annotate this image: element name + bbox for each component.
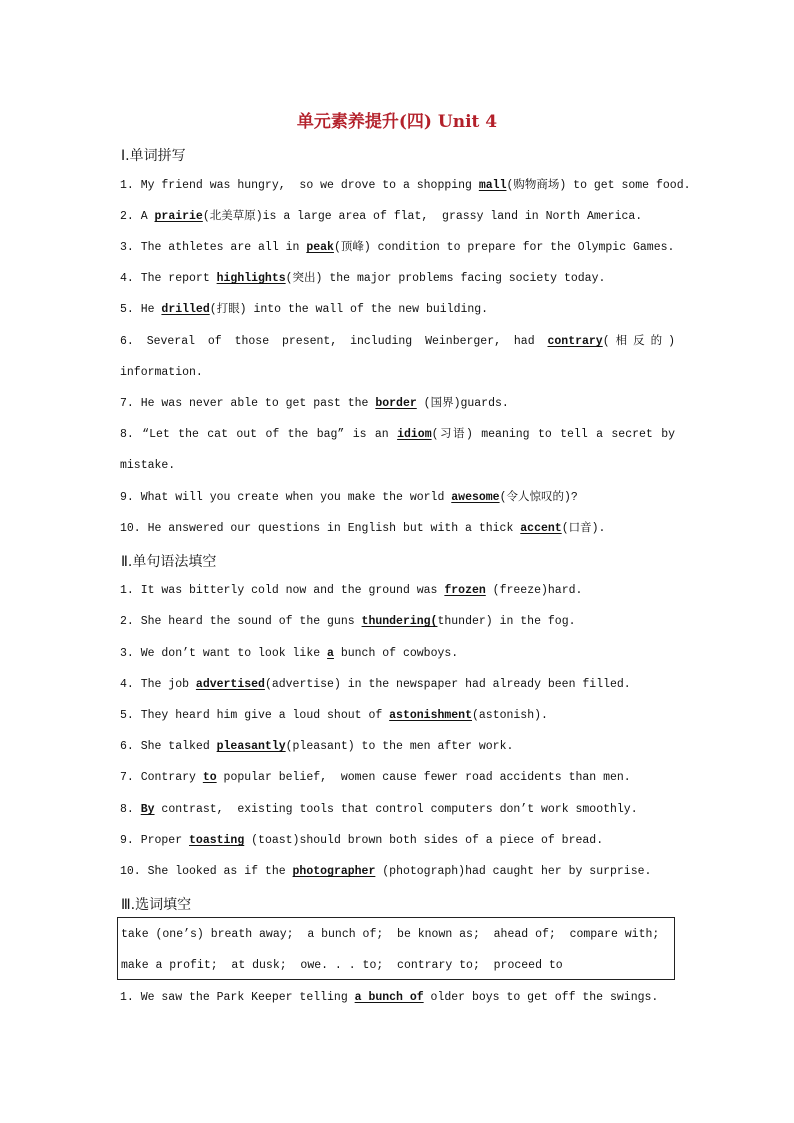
answer-text: a <box>327 647 334 660</box>
answer-text: toasting <box>189 834 245 847</box>
answer-text: thundering( <box>361 615 438 628</box>
answer-text: mall <box>478 179 507 192</box>
word-bank-line: make a profit; at dusk; owe. . . to; contrary to; proceed to <box>121 959 563 972</box>
exercise-item: 5. They heard him give a loud shout of astonishment(astonish). <box>120 709 548 722</box>
exercise-item: 9. Proper toasting (toast)should brown both sides of a piece of bread. <box>120 834 604 847</box>
exercise-item: 6. Several of those present, including Weinberger, had contrary(相反的) information. <box>120 335 675 379</box>
exercise-item: 6. She talked pleasantly(pleasant) to the men after work. <box>120 740 514 753</box>
exercise-item: 8. By contrast, existing tools that control computers don’t work smoothly. <box>120 803 638 816</box>
word-bank-line: take (one’s) breath away; a bunch of; be known as; ahead of; compare with; <box>121 928 660 941</box>
answer-text: accent <box>520 522 562 535</box>
section-heading-grammar-fill: Ⅱ.单句语法填空 <box>121 554 217 570</box>
answer-text: astonishment <box>389 709 472 722</box>
section-heading-word-choice: Ⅲ.选词填空 <box>121 897 192 913</box>
exercise-item: 1. We saw the Park Keeper telling a bunch of older boys to get off the swings. <box>120 991 659 1004</box>
answer-text: awesome <box>451 491 500 504</box>
answer-text: prairie <box>154 210 203 223</box>
answer-text: highlights <box>216 272 286 285</box>
answer-text: peak <box>306 241 334 254</box>
answer-text: advertised <box>195 678 265 691</box>
section-heading-word-spelling: Ⅰ.单词拼写 <box>121 148 186 164</box>
answer-text: By <box>140 803 155 816</box>
answer-text: a bunch of <box>354 991 424 1004</box>
exercise-item: 2. She heard the sound of the guns thundering(thunder) in the fog. <box>120 615 576 628</box>
answer-text: to <box>202 771 217 784</box>
exercise-item: 4. The job advertised(advertise) in the newspaper had already been filled. <box>120 678 631 691</box>
exercise-item: 4. The report highlights(突出) the major problems facing society today. <box>120 272 606 285</box>
exercise-item: 10. He answered our questions in English but with a thick accent(口音). <box>120 522 606 535</box>
exercise-item: 10. She looked as if the photographer (photograph)had caught her by surprise. <box>120 865 652 878</box>
exercise-item: 7. He was never able to get past the border (国界)guards. <box>120 397 509 410</box>
exercise-item: 5. He drilled(打眼) into the wall of the new building. <box>120 303 489 316</box>
exercise-item: 1. My friend was hungry, so we drove to a shopping mall(购物商场) to get some food. <box>120 179 691 192</box>
answer-text: idiom <box>397 428 432 441</box>
exercise-item: 1. It was bitterly cold now and the ground was frozen (freeze)hard. <box>120 584 583 597</box>
answer-text: frozen <box>444 584 486 597</box>
page-title: 单元素养提升(四) Unit 4 <box>296 112 498 132</box>
answer-text: pleasantly <box>216 740 286 753</box>
exercise-item: 7. Contrary to popular belief, women cause fewer road accidents than men. <box>120 771 631 784</box>
exercise-item: 9. What will you create when you make the world awesome(令人惊叹的)? <box>120 491 578 504</box>
answer-text: contrary <box>547 335 603 348</box>
exercise-item: 2. A prairie(北美草原)is a large area of flat, grassy land in North America. <box>120 210 643 223</box>
answer-text: drilled <box>161 303 210 316</box>
exercise-item: 3. The athletes are all in peak(顶峰) condition to prepare for the Olympic Games. <box>120 241 675 254</box>
exercise-item: 8. “Let the cat out of the bag” is an idiom(习语) meaning to tell a secret by mistake. <box>120 428 675 472</box>
answer-text: photographer <box>292 865 376 878</box>
word-bank-box <box>117 917 675 980</box>
exercise-item: 3. We don’t want to look like a bunch of cowboys. <box>120 647 459 660</box>
answer-text: border <box>375 397 417 410</box>
